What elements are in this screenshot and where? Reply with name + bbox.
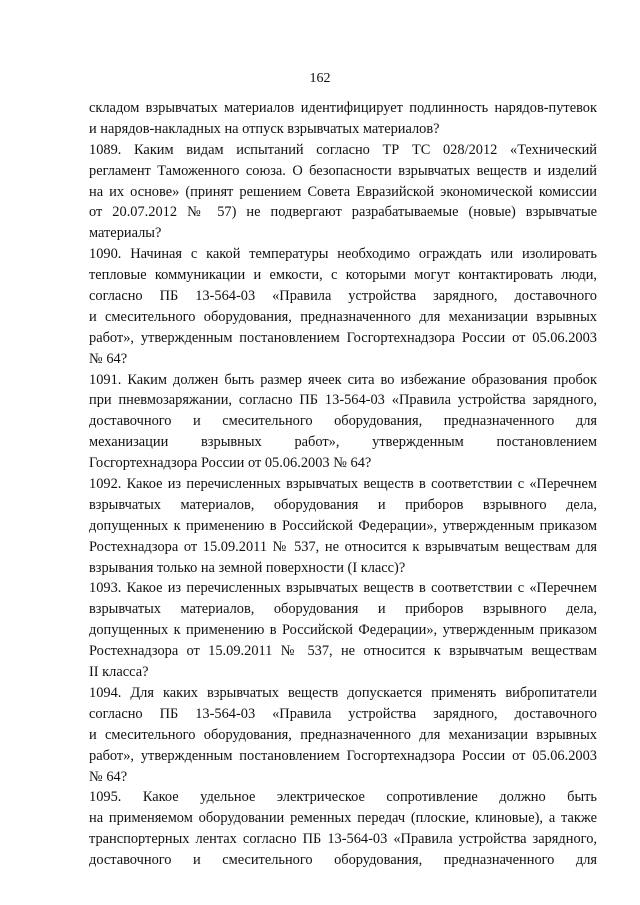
text-line: тепловые коммуникации и емкости, с которыми могут контактировать люди, <box>89 267 597 284</box>
text-line: взрывания только на земной поверхности (I класс)? <box>89 559 406 576</box>
text-line: взрывчатых материалов, оборудования и приборов взрывного дела, <box>89 601 597 618</box>
text-line: II класса? <box>89 664 149 681</box>
text-line: взрывчатых материалов, оборудования и приборов взрывного дела, <box>89 496 597 513</box>
text-line: материалы? <box>89 225 162 242</box>
text-line: допущенных к применению в Российской Федерации», утвержденным приказом <box>89 622 597 639</box>
text-line: № 64? <box>89 350 128 367</box>
text-line: работ», утвержденным постановлением Госгортехнадзора России от 05.06.2003 <box>89 329 597 346</box>
text-line: доставочного и смесительного оборудования, предназначенного для <box>89 413 597 430</box>
text-line: складом взрывчатых материалов идентифицирует подлинность нарядов-путевок <box>89 100 597 116</box>
text-line: 1089. Каким видам испытаний согласно ТР ТС 028/2012 «Технический <box>89 141 597 158</box>
text-line: на применяемом оборудовании ременных передач (плоские, клиновые), а также <box>89 810 597 827</box>
text-line: от 20.07.2012 № 57) не подвергают разрабатываемые (новые) взрывчатые <box>89 204 597 221</box>
text-line: на их основе» (принят решением Совета Евразийской экономической комиссии <box>89 183 597 200</box>
text-line: 1095. Какое удельное электрическое сопротивление должно быть <box>89 789 597 806</box>
text-line: № 64? <box>89 768 128 785</box>
text-line: 1091. Каким должен быть размер ячеек сита во избежание образования пробок <box>89 371 597 388</box>
text-line: регламент Таможенного союза. О безопасности взрывчатых веществ и изделий <box>89 162 597 179</box>
text-line: и смесительного оборудования, предназначенного для механизации взрывных <box>89 308 597 325</box>
text-line: согласно ПБ 13-564-03 «Правила устройства зарядного, доставочного <box>89 705 597 722</box>
text-line: и смесительного оборудования, предназначенного для механизации взрывных <box>89 726 597 743</box>
text-line: согласно ПБ 13-564-03 «Правила устройства зарядного, доставочного <box>89 288 597 305</box>
document-text <box>89 98 597 871</box>
text-line: и нарядов-накладных на отпуск взрывчатых материалов? <box>89 120 440 137</box>
text-line: механизации взрывных работ», утвержденным постановлением <box>89 434 597 451</box>
text-line: Госгортехнадзора России от 05.06.2003 № 64? <box>89 455 372 472</box>
text-line: допущенных к применению в Российской Федерации», утвержденным приказом <box>89 517 597 534</box>
page-number: 162 <box>309 71 331 86</box>
text-line: 1093. Какое из перечисленных взрывчатых веществ в соответствии с «Перечнем <box>89 580 597 597</box>
text-line: Ростехнадзора от 15.09.2011 № 537, не относится к взрывчатым веществам <box>89 643 597 660</box>
text-line: 1090. Начиная с какой температуры необходимо ограждать или изолировать <box>89 246 597 263</box>
text-line: при пневмозаряжании, согласно ПБ 13-564-03 «Правила устройства зарядного, <box>89 392 597 409</box>
text-line: работ», утвержденным постановлением Госгортехнадзора России от 05.06.2003 <box>89 747 597 764</box>
text-line: Ростехнадзора от 15.09.2011 № 537, не относится к взрывчатым веществам для <box>89 538 597 555</box>
text-line: 1094. Для каких взрывчатых веществ допускается применять вибропитатели <box>89 684 597 701</box>
text-line: 1092. Какое из перечисленных взрывчатых веществ в соответствии с «Перечнем <box>89 476 597 493</box>
text-line: доставочного и смесительного оборудования, предназначенного для <box>89 852 597 869</box>
text-line: транспортерных лентах согласно ПБ 13-564-03 «Правила устройства зарядного, <box>89 831 597 848</box>
